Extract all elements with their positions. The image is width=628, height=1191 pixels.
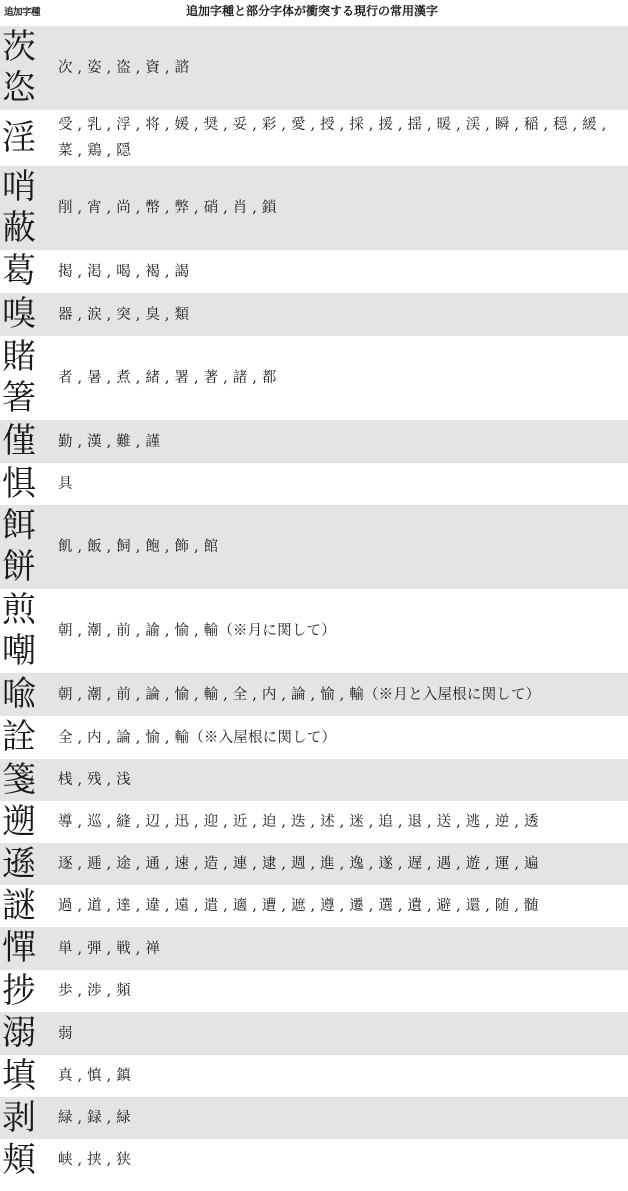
header-conflicting-kanji: 追加字種と部分字体が衝突する現行の常用漢字 — [186, 4, 439, 18]
added-kanji: 惧 — [2, 463, 36, 504]
added-kanji-cell — [0, 27, 58, 109]
added-kanji: 餅 — [2, 547, 36, 587]
added-kanji: 葛 — [2, 251, 36, 291]
added-kanji-cell — [0, 928, 58, 969]
table-row — [0, 716, 628, 759]
table-row — [0, 420, 628, 463]
table-row — [0, 885, 628, 927]
table-row — [0, 166, 628, 250]
table-row — [0, 336, 628, 420]
kanji-table — [0, 26, 628, 1181]
added-kanji-cell — [0, 674, 58, 715]
added-kanji: 淫 — [2, 117, 36, 158]
added-kanji-cell — [0, 337, 58, 419]
added-kanji: 茨 — [2, 27, 36, 67]
conflicting-kanji-list: 勤 , 漢 , 難 , 謹 — [58, 433, 161, 450]
conflicting-kanji-list: 逐 , 逓 , 途 , 通 , 速 , 造 , 連 , 逮 , 週 , 進 , 逸 , 遂 , 遅 , 遇 , 遊 , 運 , 遍 — [58, 856, 539, 872]
added-kanji: 謎 — [2, 885, 36, 926]
added-kanji-cell — [0, 294, 58, 335]
table-row — [0, 1055, 628, 1097]
added-kanji-cell — [0, 1013, 58, 1054]
conflicting-kanji-list: 単 , 弾 , 戦 , 禅 — [58, 940, 161, 957]
table-row — [0, 1012, 628, 1055]
added-kanji: 蔽 — [2, 208, 36, 248]
added-kanji: 賭 — [2, 337, 36, 377]
conflicting-kanji-list: 過 , 道 , 達 , 違 , 遠 , 遣 , 適 , 遭 , 遮 , 遵 , 遷 , 選 , 遺 , 避 , 還 , 随 , 髄 — [58, 898, 539, 914]
added-kanji: 煎 — [2, 590, 36, 630]
table-row — [0, 463, 628, 505]
added-kanji-cell — [0, 167, 58, 249]
added-kanji: 哨 — [2, 167, 36, 207]
conflicting-kanji-list: 削 , 宵 , 尚 , 幣 , 弊 , 硝 , 肖 , 鎖 — [58, 200, 277, 216]
added-kanji-cell — [0, 118, 58, 159]
conflicting-kanji-list: 掲 , 渇 , 喝 , 褐 , 謁 — [58, 263, 190, 280]
header-added-kanji: 追加字種 — [4, 7, 41, 18]
added-kanji: 箋 — [2, 759, 36, 800]
table-row — [0, 110, 628, 166]
added-kanji-cell — [0, 1140, 58, 1181]
conflicting-kanji-list: 真 , 慎 , 鎮 — [58, 1068, 131, 1084]
conflicting-kanji-list: 峡 , 挟 , 狭 — [58, 1152, 131, 1168]
conflicting-kanji-list: 導 , 巡 , 縫 , 辺 , 迅 , 迎 , 近 , 迫 , 迭 , 述 , 迷 , 追 , 退 , 送 , 逃 , 逆 , 透 — [58, 814, 539, 830]
added-kanji: 剥 — [2, 1097, 36, 1138]
added-kanji: 遡 — [2, 801, 36, 842]
added-kanji: 餌 — [2, 506, 36, 546]
added-kanji: 遜 — [2, 843, 36, 884]
table-row — [0, 970, 628, 1012]
conflicting-kanji-list: 桟 , 残 , 浅 — [58, 772, 131, 788]
conflicting-kanji-list: 緑 , 録 , 緑 — [58, 1110, 131, 1126]
conflicting-kanji-list: 朝 , 潮 , 前 , 諭 , 愉 , 輸（※月に関して） — [58, 623, 336, 639]
added-kanji-cell — [0, 971, 58, 1012]
added-kanji-cell — [0, 506, 58, 588]
conflicting-kanji-list: 全 , 内 , 論 , 愉 , 輸（※入屋根に関して） — [58, 729, 337, 746]
added-kanji: 嗅 — [2, 294, 36, 334]
conflicting-kanji-list: 具 — [58, 476, 73, 492]
added-kanji: 捗 — [2, 970, 36, 1011]
table-row — [0, 1097, 628, 1139]
added-kanji-cell — [0, 251, 58, 292]
added-kanji-cell — [0, 1056, 58, 1097]
table-row — [0, 293, 628, 336]
added-kanji-cell — [0, 802, 58, 843]
added-kanji-cell — [0, 886, 58, 927]
added-kanji: 嘲 — [2, 631, 36, 671]
added-kanji: 填 — [2, 1055, 36, 1096]
added-kanji: 詮 — [2, 717, 36, 757]
table-row — [0, 843, 628, 885]
added-kanji-cell — [0, 464, 58, 505]
table-row — [0, 759, 628, 801]
added-kanji: 恣 — [2, 68, 36, 108]
added-kanji: 溺 — [2, 1013, 36, 1053]
added-kanji-cell — [0, 717, 58, 758]
conflicting-kanji-list: 受 , 乳 , 浮 , 将 , 媛 , 奨 , 妥 , 彩 , 愛 , 授 , 採 , 援 , 揺 , 暖 , 渓 , 瞬 , 稲 , 穏 , 緩 , 菜 , 鶏 , 隠 — [58, 117, 607, 159]
added-kanji-cell — [0, 760, 58, 801]
table-row — [0, 1139, 628, 1181]
table-row — [0, 801, 628, 843]
conflicting-kanji-list: 者 , 暑 , 煮 , 緒 , 署 , 著 , 諸 , 都 — [58, 370, 277, 386]
added-kanji-cell — [0, 844, 58, 885]
table-row — [0, 26, 628, 110]
table-row — [0, 250, 628, 293]
added-kanji: 僅 — [2, 421, 36, 461]
conflicting-kanji-list: 歩 , 渉 , 頻 — [58, 983, 131, 999]
table-row — [0, 927, 628, 970]
added-kanji: 頬 — [2, 1139, 36, 1180]
conflicting-kanji-list: 次 , 姿 , 盗 , 資 , 諮 — [58, 60, 190, 76]
table-row — [0, 589, 628, 673]
conflicting-kanji-list: 飢 , 飯 , 飼 , 飽 , 飾 , 館 — [58, 539, 219, 555]
added-kanji: 箸 — [2, 378, 36, 418]
conflicting-kanji-list: 弱 — [58, 1025, 73, 1042]
added-kanji: 喩 — [2, 674, 36, 714]
added-kanji-cell — [0, 421, 58, 462]
added-kanji: 憚 — [2, 928, 36, 968]
table-row — [0, 505, 628, 589]
added-kanji-cell — [0, 1098, 58, 1139]
added-kanji-cell — [0, 590, 58, 672]
conflicting-kanji-list: 朝 , 潮 , 前 , 論 , 愉 , 輸 , 全 , 内 , 論 , 愉 , 輸（※月と入屋根に関して） — [58, 686, 541, 703]
table-header — [0, 0, 628, 26]
conflicting-kanji-list: 器 , 涙 , 突 , 臭 , 類 — [58, 306, 190, 323]
table-row — [0, 673, 628, 716]
